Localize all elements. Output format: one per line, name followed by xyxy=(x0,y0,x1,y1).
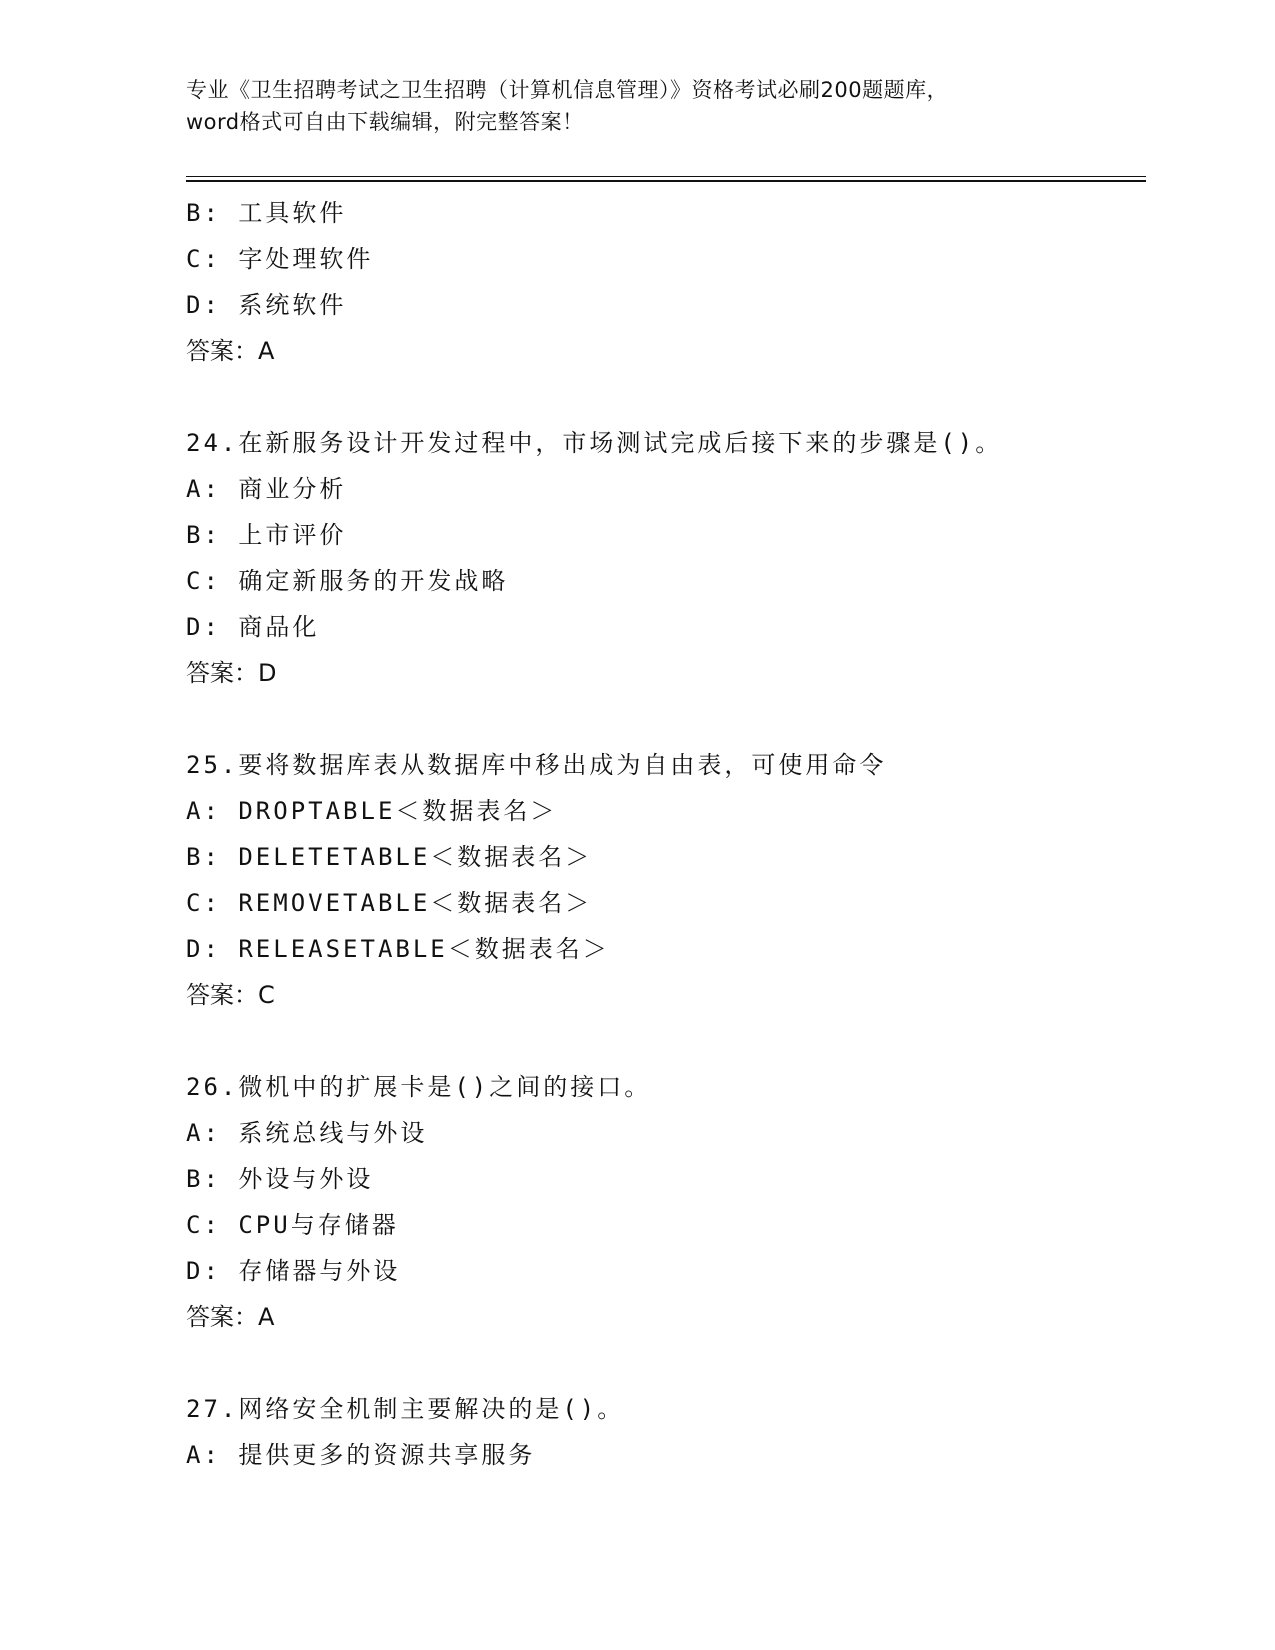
answer-option: D: 存储器与外设 xyxy=(186,1257,401,1285)
answer-option: A: 商业分析 xyxy=(186,475,347,503)
answer-option: B: 工具软件 xyxy=(186,199,347,227)
blank-spacer xyxy=(186,374,1146,420)
answer-option: D: 商品化 xyxy=(186,613,320,641)
answer-option: B: 外设与外设 xyxy=(186,1165,374,1193)
blank-spacer xyxy=(186,1018,1146,1064)
answer-option: B: 上市评价 xyxy=(186,521,347,549)
answer-option: C: 字处理软件 xyxy=(186,245,374,273)
answer-option: B: DELETETABLE＜数据表名＞ xyxy=(186,843,593,871)
answer-line: 答案：D xyxy=(186,659,277,687)
blank-spacer xyxy=(186,696,1146,742)
question-stem: 24.在新服务设计开发过程中，市场测试完成后接下来的步骤是()。 xyxy=(186,429,1003,457)
header-rule-thick xyxy=(186,180,1146,182)
answer-option: D: 系统软件 xyxy=(186,291,347,319)
answer-option: C: 确定新服务的开发战略 xyxy=(186,567,509,595)
answer-option: A: DROPTABLE＜数据表名＞ xyxy=(186,797,558,825)
header-rule-thin xyxy=(186,176,1146,177)
document-header xyxy=(186,74,1086,138)
answer-line: 答案：A xyxy=(186,1303,275,1331)
question-stem: 25.要将数据库表从数据库中移出成为自由表，可使用命令 xyxy=(186,751,887,779)
header-title-line-2: word格式可自由下载编辑，附完整答案！ xyxy=(186,110,584,134)
question-stem: 26.微机中的扩展卡是()之间的接口。 xyxy=(186,1073,652,1101)
answer-option: D: RELEASETABLE＜数据表名＞ xyxy=(186,935,610,963)
answer-option: A: 提供更多的资源共享服务 xyxy=(186,1441,536,1469)
question-stem: 27.网络安全机制主要解决的是()。 xyxy=(186,1395,625,1423)
answer-option: C: CPU与存储器 xyxy=(186,1211,399,1239)
answer-option: A: 系统总线与外设 xyxy=(186,1119,428,1147)
question-list xyxy=(186,190,1146,1478)
header-title-line-1: 专业《卫生招聘考试之卫生招聘（计算机信息管理）》资格考试必刷200题题库， xyxy=(186,78,949,102)
blank-spacer xyxy=(186,1340,1146,1386)
answer-line: 答案：A xyxy=(186,337,275,365)
answer-option: C: REMOVETABLE＜数据表名＞ xyxy=(186,889,593,917)
answer-line: 答案：C xyxy=(186,981,275,1009)
